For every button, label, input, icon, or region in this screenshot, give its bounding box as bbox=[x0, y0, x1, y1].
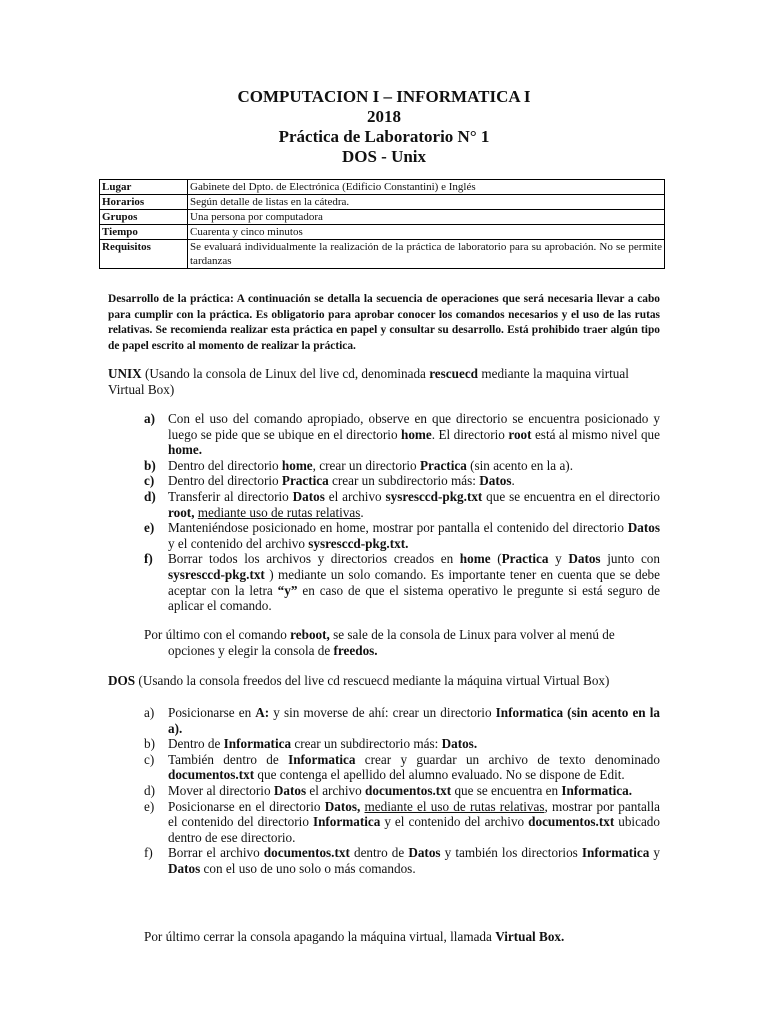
item-text bbox=[168, 705, 660, 736]
text-run: se sale de la consola de Linux para volver al menú de bbox=[329, 627, 615, 642]
item-marker: c) bbox=[144, 751, 155, 767]
list-item bbox=[144, 752, 660, 783]
list-item bbox=[144, 520, 660, 551]
info-row bbox=[100, 210, 665, 225]
bold-term: Datos bbox=[292, 488, 325, 504]
item-marker: d) bbox=[144, 782, 155, 798]
text-run: Mover al directorio bbox=[168, 782, 274, 798]
text-run: dentro de bbox=[349, 845, 409, 861]
info-table bbox=[99, 179, 665, 269]
item-text bbox=[168, 411, 660, 458]
info-key: Tiempo bbox=[100, 225, 188, 240]
list-item bbox=[144, 489, 660, 520]
text-run: Dentro de bbox=[168, 736, 224, 752]
bold-term: Informatica bbox=[223, 736, 292, 752]
text-run: el archivo bbox=[324, 488, 386, 504]
text-run: el archivo bbox=[306, 782, 366, 798]
text-run: . El directorio bbox=[431, 426, 509, 442]
dos-closing bbox=[144, 929, 660, 945]
bold-term: home bbox=[459, 551, 491, 567]
text-run: ) mediante un solo comando. Es importante tener en cuenta que se debe aceptar con la letra bbox=[168, 566, 660, 598]
item-marker: e) bbox=[144, 520, 155, 536]
item-text bbox=[168, 489, 660, 520]
bold-term: root, bbox=[168, 504, 195, 520]
text-run: También dentro de bbox=[168, 751, 289, 767]
info-value: Cuarenta y cinco minutos bbox=[188, 225, 665, 240]
item-marker: a) bbox=[144, 705, 155, 720]
text-run: y sin moverse de ahí: crear un directorio bbox=[269, 705, 496, 720]
bold-term: Informatica bbox=[288, 751, 356, 767]
item-marker: b) bbox=[144, 736, 155, 752]
info-row bbox=[100, 195, 665, 210]
bold-term: Virtual Box. bbox=[495, 929, 565, 944]
bold-term: sysresccd-pkg.txt bbox=[168, 566, 265, 582]
bold-term: Datos bbox=[627, 520, 660, 536]
bold-term: Datos bbox=[479, 473, 512, 489]
item-text bbox=[168, 736, 660, 752]
text-run: está al mismo nivel que bbox=[531, 426, 660, 442]
info-value: Gabinete del Dpto. de Electrónica (Edificio Constantini) e Inglés bbox=[188, 180, 665, 195]
text-run: , crear un directorio bbox=[312, 457, 420, 473]
course-title: COMPUTACION I – INFORMATICA I bbox=[237, 87, 531, 106]
item-text bbox=[168, 458, 660, 474]
item-marker: b) bbox=[144, 457, 156, 473]
item-marker: d) bbox=[144, 488, 156, 504]
bold-term: Datos. bbox=[441, 736, 478, 752]
text-run: crear un subdirectorio más: bbox=[328, 473, 480, 489]
unix-heading-text: (Usando la consola de Linux del live cd, denominada bbox=[141, 366, 430, 381]
info-key: Requisitos bbox=[100, 240, 188, 269]
item-marker: c) bbox=[144, 473, 155, 489]
text-run: Transferir al directorio bbox=[168, 488, 293, 504]
practice-title: Práctica de Laboratorio N° 1 bbox=[278, 127, 490, 146]
bold-term: Datos bbox=[568, 551, 601, 567]
unix-heading bbox=[108, 366, 660, 397]
text-run: Dentro del directorio bbox=[168, 473, 282, 489]
item-text bbox=[168, 783, 660, 799]
bold-term: Datos bbox=[273, 782, 307, 798]
text-run: ( bbox=[490, 551, 502, 567]
bold-term: documentos.txt bbox=[168, 767, 255, 783]
item-text bbox=[168, 845, 660, 876]
list-item bbox=[144, 551, 660, 613]
list-item bbox=[144, 458, 660, 474]
bold-term: Datos, bbox=[324, 798, 361, 814]
text-run: que se encuentra en el directorio bbox=[482, 488, 660, 504]
list-item bbox=[144, 783, 660, 799]
topic-title: DOS - Unix bbox=[341, 147, 427, 166]
bold-term: Datos bbox=[168, 860, 201, 876]
list-item bbox=[144, 799, 660, 846]
bold-term: documentos.txt bbox=[365, 782, 452, 798]
intro-paragraph: Desarrollo de la práctica: A continuación se detalla la secuencia de operaciones que será necesaria llevar a cabo para cumplir con la práctica. Es obligatorio para aprobar conocer los comandos necesarios y el uso de las rutas relativas. Se recomienda realizar esta práctica en papel y consultar su desarrollo. Está prohibido traer algún tipo de papel escrito al momento de realizar la práctica. bbox=[108, 293, 660, 352]
bold-term: root bbox=[508, 426, 532, 442]
item-text bbox=[168, 520, 660, 551]
text-run: y el contenido del archivo bbox=[168, 535, 309, 551]
text-run: que se encuentra en bbox=[451, 782, 562, 798]
item-marker: f) bbox=[144, 845, 153, 861]
unix-heading-text-2: mediante la maquina virtual Virtual Box) bbox=[108, 366, 629, 397]
text-run: Borrar todos los archivos y directorios creados en bbox=[168, 551, 460, 567]
bold-term: sysresccd-pkg.txt bbox=[385, 488, 483, 504]
text-run: Posicionarse en el directorio bbox=[168, 798, 325, 814]
text-run: Manteniéndose posicionado en home, mostrar por pantalla el contenido del directorio bbox=[168, 520, 628, 536]
bold-term: Practica bbox=[501, 551, 549, 567]
underlined-text: mediante uso de rutas relativas bbox=[197, 504, 361, 520]
dos-label: DOS bbox=[108, 673, 136, 688]
underlined-text: mediante el uso de rutas relativas bbox=[364, 798, 545, 814]
info-value: Una persona por computadora bbox=[188, 210, 665, 225]
item-text bbox=[168, 473, 660, 489]
text-run: Por último con el comando bbox=[144, 627, 291, 642]
info-key: Horarios bbox=[100, 195, 188, 210]
unix-closing-continuation bbox=[144, 643, 660, 659]
bold-term: sysresccd-pkg.txt. bbox=[308, 535, 409, 551]
item-text bbox=[168, 752, 660, 783]
bold-term: freedos. bbox=[333, 642, 378, 658]
text-run: . bbox=[360, 504, 364, 520]
bold-term: Practica bbox=[281, 473, 329, 489]
bold-term: “y” bbox=[277, 582, 298, 598]
dos-heading-text: (Usando la consola freedos del live cd rescuecd mediante la máquina virtual Virtual Box) bbox=[135, 673, 610, 688]
unix-closing-line bbox=[144, 627, 660, 643]
text-run: y el contenido del archivo bbox=[380, 814, 529, 830]
bold-term: Informatica. bbox=[561, 782, 633, 798]
text-run: y también los directorios bbox=[440, 845, 582, 861]
bold-term: documentos.txt bbox=[263, 845, 350, 861]
info-value: Según detalle de listas en la cátedra. bbox=[188, 195, 665, 210]
unix-label: UNIX bbox=[108, 366, 142, 381]
dos-task-list bbox=[144, 705, 660, 877]
text-run: con el uso de uno solo o más comandos. bbox=[200, 860, 416, 876]
text-run: Con el uso del comando apropiado, observe en que directorio se encuentra posicionado y luego se pide que se ubique en el directorio bbox=[168, 411, 660, 442]
text-run: Posicionarse en bbox=[168, 705, 256, 720]
bold-term: reboot, bbox=[290, 627, 330, 642]
text-run: crear y guardar un archivo de texto denominado bbox=[355, 751, 660, 767]
text-run: junto con bbox=[600, 551, 660, 567]
text-run: y bbox=[649, 845, 661, 861]
text-run: . bbox=[511, 473, 515, 489]
bold-term: Informatica (sin acento en la a). bbox=[168, 705, 660, 736]
bold-term: documentos.txt bbox=[528, 814, 615, 830]
text-run: opciones y elegir la consola de bbox=[168, 642, 334, 658]
info-value: Se evaluará individualmente la realización de la práctica de laboratorio para su aprobación. No se permite tardanzas bbox=[188, 240, 665, 269]
unix-task-list bbox=[144, 411, 660, 614]
bold-term: A: bbox=[255, 705, 270, 720]
list-item bbox=[144, 845, 660, 876]
list-item bbox=[144, 705, 660, 736]
dos-closing-line bbox=[144, 929, 660, 945]
info-key: Lugar bbox=[100, 180, 188, 195]
text-run: crear un subdirectorio más: bbox=[291, 736, 442, 752]
info-key: Grupos bbox=[100, 210, 188, 225]
text-run: (sin acento en la a). bbox=[466, 457, 573, 473]
item-text bbox=[168, 551, 660, 613]
text-run: Dentro del directorio bbox=[168, 457, 282, 473]
text-run: , mostrar por pantalla el contenido del directorio bbox=[168, 798, 661, 830]
text-run: en caso de que el sistema operativo le pregunte si está seguro de aplicar el comando. bbox=[168, 582, 660, 614]
text-run: Por último cerrar la consola apagando la máquina virtual, llamada bbox=[144, 929, 496, 944]
list-item bbox=[144, 411, 660, 458]
bold-term: home. bbox=[168, 442, 203, 458]
year-title: 2018 bbox=[367, 107, 401, 126]
unix-heading-bold: rescuecd bbox=[429, 366, 479, 381]
unix-closing bbox=[144, 627, 660, 658]
bold-term: home bbox=[400, 426, 432, 442]
text-run: y bbox=[548, 551, 569, 567]
text-run: que contenga el apellido del alumno evaluado. No se dispone de Edit. bbox=[254, 767, 625, 783]
bold-term: Datos bbox=[408, 845, 441, 861]
info-row bbox=[100, 225, 665, 240]
info-row bbox=[100, 240, 665, 269]
list-item bbox=[144, 736, 660, 752]
text-run: ubicado dentro de ese directorio. bbox=[168, 814, 660, 845]
bold-term: Informatica bbox=[312, 814, 381, 830]
item-marker: a) bbox=[144, 411, 155, 426]
item-marker: f) bbox=[144, 551, 153, 567]
text-run: Borrar el archivo bbox=[168, 845, 264, 861]
bold-term: home bbox=[281, 457, 313, 473]
list-item bbox=[144, 473, 660, 489]
bold-term: Informatica bbox=[581, 845, 650, 861]
item-text bbox=[168, 799, 660, 846]
bold-term: Practica bbox=[419, 457, 467, 473]
info-row bbox=[100, 180, 665, 195]
item-marker: e) bbox=[144, 798, 155, 814]
dos-heading bbox=[108, 673, 660, 689]
